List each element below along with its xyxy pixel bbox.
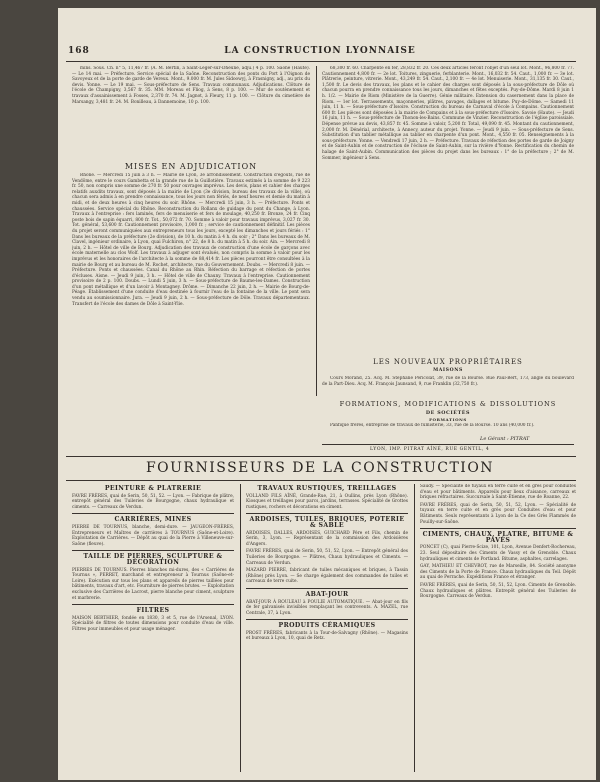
ad-text: FAVRE FRÈRES, quai de Serin, 50, 51, 52. — Lyon. — Fabrique de plâtre, entrepôt général des Tuileries de Bourgogne, chaux hydraulique et ciments. — Carreaux de Verdun. — [72, 493, 234, 510]
ad-heading: CIMENTS, CHAUX, PLATRE, BITUME & PAVÉS — [422, 531, 574, 544]
ad-divider — [246, 588, 408, 589]
ad-divider — [72, 513, 234, 514]
section-subtitle-formations: FORMATIONS — [429, 417, 467, 422]
ad-text: FAVRE FRÈRES, quai de Serin, 50, 51, 52, Lyon. — Spécialité de tuyaux en terre cuite et en grès pour Conduites d'eau et pour Bâtiments. Seuls représentants à Lyon de la Ce des Grès Flammés de Pouilly-sur-Saône. — [420, 502, 576, 525]
ad-text: MAISON BERTHIER, fondée en 1830, 3 et 5, rue de l'Arsenal, LYON. Spécialité de filtres de toutes dimensions pour conduite d'eau de ville. Filtres pour immeubles et pour usage ménager. — [72, 615, 234, 632]
page-header — [60, 46, 580, 60]
ad-text: Saudy. — Spécialité de tuyaux en terre cuite et en grès pour conduites d'eau et pour bâtiments. Appareils pour lieux d'aisance, carreaux et briques réfractaires. Succursale à Saint-Étienne, rue de Roanne, 22. — [420, 484, 576, 501]
ad-heading: PEINTURE & PLATRERIE — [104, 485, 202, 492]
ad-text: FAVRE FRÈRES, quai de Serin, 50, 51, 52, Lyon. — Entrepôt général des Tuileries de Bourgogne. — Plâtres, Chaux hydrauliques et Ciments. — Carreaux de Verdun. — [246, 549, 408, 566]
ad-text: ABAT-JOUR À ROULEAU à POULIE AUTOMATIQUE. — Abat-jour en fils de fer galvanisés invisibles remplaçant les contrevents. A. MAZEL, rue Centrale, 37, à Lyon. — [246, 599, 408, 616]
ad-heading: FILTRES — [136, 607, 170, 615]
ad-heading: ARDOISES, TUILES, BRIQUES, POTERIE & SABLE — [249, 516, 405, 529]
ad-divider — [420, 528, 576, 529]
ad-divider — [72, 604, 234, 605]
ads-column-1 — [72, 484, 234, 772]
ad-divider — [72, 550, 234, 551]
formations-text — [322, 423, 574, 435]
ad-text: PROST FRÈRES, fabricants à la Tour-de-Salvagny (Rhône). — Magasins et bureaux à Lyon, 10, quai de Retz. — [246, 630, 408, 642]
ad-heading: TAILLE DE PIERRES, SCULPTURE & DÉCORATION — [83, 553, 223, 566]
section-title-proprietaires: LES NOUVEAUX PROPRIÉTAIRES — [373, 358, 523, 366]
fournisseurs-title: FOURNISSEURS DE LA CONSTRUCTION — [145, 460, 495, 476]
ad-text: MAZARD PIERRE, fabricant de tuiles mécaniques et briques, à Tassin (Rhône) près Lyon. — Se charge également des commandes de tuiles et carreaux de terre cuite. — [246, 568, 408, 585]
column-text: Panfique frères, entreprise de travaux de fumisterie, 33, rue de la Bourse. 10 ans (40,000 fr.). — [330, 423, 535, 428]
section-title-formations: FORMATIONS, MODIFICATIONS & DISSOLUTIONS — [339, 400, 557, 408]
column-text: 68,300 fr. 60. Charpente en fer, 28,832 fr. 20. Ces deux articles feront l'objet d'un seul lot. Mont., 96,800 fr. 77. Cautionnement 4,800 fr. — 2e lot. Toitures, zinguerie, ferblanterie. Mont., 16,032 fr. 54. Caut., 1,000 fr. — 3e lot. Plâtrerie, peinture, vitrerie. Mont., 43,249 fr. 54. Caut., 2,100 fr. — 4e lot. Menuiserie. Mont., 31,135 fr. 30. Caut., 1,500 fr. Le devis des travaux, les plans et le cahier des charges sont déposés à la sous-préfecture de Dôle où chacun pourra en prendre connaissance tous les jours, dimanches et fêtes exceptés. Puy-de-Dôme. Mardi 8 juin 1 h. 1/2. — Mairie de Riom (Ministère de la Guerre). Génie militaire. Extension du casernement dans la place de Riom. — 1er lot. Terrassements, maçonneries, plâtres, pavages, dallages et bitume. Puy-de-Dôme. — Samedi 11 juin, 11 h. — Sous-préfecture d'Issoire. Construction du bureau de Carnaval d'école à Compains. Cautionnement 600 fr. Les pièces sont déposées à la mairie de Compains et à la sous-préfecture d'Issoire. Savoie (Haute). — Jeudi 16 juin, 11 h. — Sous-préfecture de Thonon-les-Bains. Commune de Vinzier. Reconstruction de l'église paroissiale. Dépense prévue au devis, 43,857 fr. 45. Somme à valoir, 5,200 fr. Total, 49,090 fr. 45. Montant du cautionnement, 2,000 fr. M. Dénérial, architecte, à Annecy, auteur du projet. Yonne. — Jeudi 9 juin. — Sous-préfecture de Sens. Substitution d'un tablier métallique au tablier en charpente d'un pont. Mont., 4,550 fr. 05. Renseignements à la sous-préfecture. Yonne. — Vendredi 17 juin, 2 h. — Préfecture. Travaux de réfection des portes de garde de Joigny et de Saint-Aubin et de construction de l'écluse de Saint-Aubin, sur la rivière d'Yonne. Rectification du chemin de halage de Saint-Aubin. Communication des pièces du projet dans les bureaux : 1° de la préfecture ; 2° de M. Sommer, ingénieur à Sens. — [322, 66, 574, 161]
column-text: Cours Morand, 25. Acq. M. Stéphane Pericolat, 39, rue de la Bourse. Rue Paul-Bert, 173, angle du boulevard de la Part-Dieu. Acq. M. François Jaunsand, 9, rue Franklin (32,750 fr.). — [322, 376, 574, 387]
ad-text: ARDOISES, DALLES, ARDOISES, GUICHARD Père et Fils, chemin de Serin, 3, Lyon. — Représentant de la commission des Ardoisières d'Angers. — [246, 530, 408, 547]
section-subtitle-societes: DE SOCIÉTÉS — [425, 410, 471, 416]
ads-column-2 — [246, 484, 408, 772]
ads-divider-2 — [414, 484, 415, 772]
ad-text: PIERRE DE TOURNUS, blanche, demi-dure. — JAUGEON-FRÈRES, Entrepreneurs et Maîtres de carrières à TOURNUS (Saône-et-Loire). Exploitation de Carrières. — Dépôt au quai de la Pierre à Villeneuve-sur-Saône (fleuve). — [72, 524, 234, 547]
ad-heading: CARRIÈRES, MINES — [114, 516, 192, 524]
ad-text: VOLLAND FILS AÎNÉ, Grande-Rue, 21, à Oullins, près Lyon (Rhône). Kiosques et treillages pour parcs, jardins, terrasses. Spécialité de Grottes rustiques, rochers et décorations en ciment. — [246, 493, 408, 510]
section-rule — [66, 456, 576, 457]
ads-column-3 — [420, 484, 576, 772]
header-rule — [66, 61, 576, 62]
ad-heading: ABAT-JOUR — [305, 590, 349, 598]
ad-divider — [246, 513, 408, 514]
fournisseurs-rule — [66, 480, 576, 481]
page-number: 168 — [68, 46, 90, 56]
printer-imprint: LYON, IMP. PITRAT AÎNÉ, RUE GENTIL, 4 — [370, 447, 490, 452]
ad-text: PONCET (C), quai Pierre-Scize, 101, Lyon, Avenue Denfert-Rochereau, 23. Seul dépositaire des Ciments de Vassy et de Grenoble. Chaux hydrauliques et ciments de Portland. Bitume, asphaltes, carrelages. — [420, 545, 576, 562]
ad-text: FAVRE FRÈRES, quai de Serin, 50, 51, 52, Lyon. Ciments de Grenoble. Chaux hydrauliques et plâtres. Entrepôt général des Tuileries de Bourgogne. Carreaux de Verdun. — [420, 582, 576, 600]
ad-text: PIERRES DE TOURNUS. Pierres blanches mi-dures, des « Carrières de Tournus », PERRET, marchand et entrepreneur à Tournus (Saône-et-Loire). Exécution sur tous les plans et appareils de pierres taillées pour bâtiments, travaux d'art, etc. Fourniture de pierres brutes. — Exploitation exclusive des Carrières de Lacrost, pierre blanche pour ciment, sculpture et marbrerie. — [72, 567, 234, 601]
proprietaires-text — [322, 376, 574, 393]
ad-heading: TRAVAUX RUSTIQUES, TREILLAGES — [257, 485, 397, 492]
section-title-adjudication: MISES EN ADJUDICATION — [124, 162, 258, 171]
column-text: Rhône. — Mercredi 15 juin à 3 h. — Mairie de Lyon, 3e arrondissement. Construction d'égouts, rue de Vendôme, entre le cours Gambetta et la grande rue de la Guillotière. Travaux estimés à la somme de 9 223 fr. 50, non compris une somme de 270 fr. 50 pour ouvrages imprévus. Les devis, plans et cahier des charges relatifs auxdits travaux, sont déposés à la mairie de Lyon (3e division, bureau des travaux de la ville), où chacun sera admis à en prendre connaissance, tous les jours non fériés, de neuf heures et demie du matin à midi, et de deux heures à cinq heures du soir. Rhône. — Mercredi 15 juin, 3 h. — Préfecture. Ponts et chaussées. Service spécial du Rhône. Reconstruction du Rollanx de guidage du pont du Change, à Lyon. Travaux à l'entreprise : fers laminés, fers de menuiserie et fers de moulage, 40,250 fr. Bronze, 24 fr. Cinq poste bois de sapin équarri, 800 fr. Tot., 50,072 fr. 70. Somme à valoir pour travaux imprévus, 3,027 fr. 30. Tot. général, 53,600 fr. Cautionnement provisoire, 1,000 fr. ; service de cautionnement définitif. Les pièces du projet seront communiquées aux entrepreneurs tous les jours, excepté les dimanches et jours fériés : 1° Dans les bureaux de la préfecture (2e division), de 10 h. du matin à 4 h. du soir ; 2° Dans les bureaux de M. Clavel, ingénieur ordinaire, à Lyon, quai Fulchiron, n° 22, de 8 h. du matin à 5 h. du soir. Ain. — Mercredi 8 juin, 2 h. — Hôtel de ville de Bourg. Adjudication des travaux de construction d'une école de garçons avec école maternelle au clos Wolf. Les travaux à adjuger sont évalués, non compris la somme à valoir pour les imprévus et les honoraires de l'architecte à la somme de 88,414 fr. Les pièces pourront être consultées à la mairie de Bourg et au bureau de M. Rochet, architecte, rue du Gouvernement. Doubs. — Mercredi 8 juin. — Préfecture. Ponts et chaussées. Canal du Rhône au Rhin. Réfection du barrage et réfection de portes d'écluses. Aisne. — Jeudi 9 juin, 3 h. — Hôtel de ville de Chauny. Travaux à l'entreprise. Cautionnement provisoire de 2 p. 100. Doubs. — Lundi 5 juin, 3 h. — Sous-préfecture de Baume-les-Dames. Construction d'un pont métallique et d'un lavoir à Montagney. Drôme. — Dimanche 22 juin, 2 h. — Mairie de Bourg-de-Péage. Établissement d'une conduite d'eau destinée à fournir l'eau de la fontaine de la ville. Le pont sera vendu au soumissionnaire. Jura. — Jeudi 9 juin, 2 h. — Sous-préfecture de Dôle. Travaux départementaux. Transfert de l'école des dames de Dôle à Saint-Ylie. — [72, 173, 310, 307]
column-text: mins. Sous. Ch. n° 5, 11,467 fr. (A. M. Bertin, à Saint-Léger-sur-Dheune, adju.) 4 p. 100. Saône (Haute). — Le 14 mai. — Préfecture. Service spécial de la Saône. Reconstruction des ponts du Port à l'Oignon de Savoyeux et de la porte de garde de Vereux. Mont., 9.000 fr. M. Jules Sidoowyj, à Frasnigny, adj., au prix du devis. Yonne. — Le 19 mai. — Sous-préfecture de Sens. Travaux communaux. Adjudications. Clôture de l'école de Champigny, 3,567 fr. 35. MM. Moreau et Fliog, à Sens, 8 p. 100. — Mur de soutènement et travaux d'assainissement à Fosses, 2,370 fr. 74. M. Jagnot, à Fleury, 11 p. 100. — Clôture du cimetière de Marsangy, 3,481 fr. 24. M. Bonilleau, à Dannemoine, 10 p. 100. — [72, 66, 310, 105]
printer-rule — [322, 444, 574, 445]
running-title: LA CONSTRUCTION LYONNAISE — [224, 46, 416, 56]
column-top-right — [322, 66, 574, 343]
column-adjudication — [72, 173, 310, 397]
column-top-left — [72, 66, 310, 160]
ad-heading: PRODUITS CÉRAMIQUES — [278, 622, 376, 630]
ads-divider-1 — [240, 484, 241, 772]
section-subtitle-maisons: MAISONS — [433, 368, 463, 373]
column-divider — [316, 66, 317, 396]
ad-text: GAY, MATHIEU ET CHEVROT, rue de Marseille, 84. Société anonyme des Ciments de la Porte de France. Chaux hydrauliques du Teil. Dépôt au quai de Perrache. Expéditions France et étranger. — [420, 564, 576, 581]
gerant-signature: Le Gérant : PITRAT — [480, 436, 530, 442]
ad-divider — [246, 619, 408, 620]
